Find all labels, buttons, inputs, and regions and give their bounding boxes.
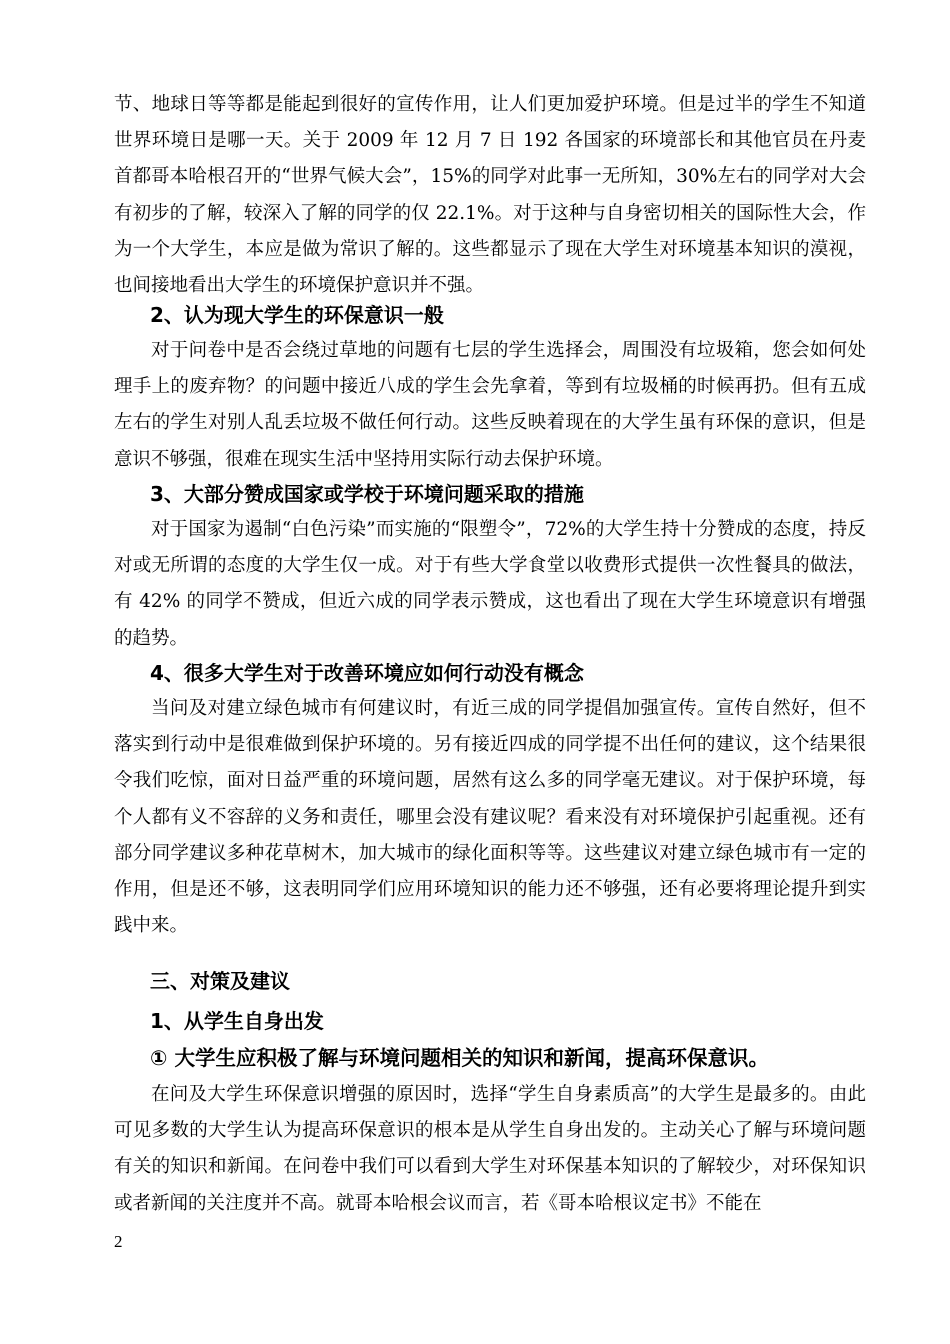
- paragraph-student-self-awareness: 在问及大学生环保意识增强的原因时，选择“学生自身素质高”的大学生是最多的。由此可见多数的大学生认为提高环保意识的根本是从学生自身出发的。主动关心了解与环境问题有关的知识和新闻。在问卷中我们可以看到大学生对环保基本知识的了解较少，对环保知识或者新闻的关注度并不高。就哥本哈根会议而言，若《哥本哈根议定书》不能在: [114, 1084, 866, 1214]
- section-heading-countermeasures: 三、对策及建议: [150, 969, 290, 993]
- paragraph-littering-behavior: 对于问卷中是否会绕过草地的问题有七层的学生选择会，周围没有垃圾箱，您会如何处理手上的废弃物？的问题中接近八成的学生会先拿着，等到有垃圾桶的时候再扔。但有五成左右的学生对别人乱丢垃圾不做任何行动。这些反映着现在的大学生虽有环保的意识，但是意识不够强，很难在现实生活中坚持用实际行动去保护环境。: [114, 340, 866, 470]
- paragraph-green-city-suggestions: 当问及对建立绿色城市有何建议时，有近三成的同学提倡加强宣传。宣传自然好，但不落实到行动中是很难做到保护环境的。另有接近四成的同学提不出任何的建议，这个结果很令我们吃惊，面对日益严重的环境问题，居然有这么多的同学毫无建议。对于保护环境，每个人都有义不容辞的义务和责任，哪里会没有建议呢？看来没有对环境保护引起重视。还有部分同学建议多种花草树木，加大城市的绿化面积等等。这些建议对建立绿色城市有一定的作用，但是还不够，这表明同学们应用环境知识的能力还不够强，还有必要将理论提升到实践中来。: [114, 698, 866, 937]
- page-number: 2: [114, 1232, 123, 1251]
- heading-awareness-average: 2、认为现大学生的环保意识一般: [150, 303, 444, 327]
- heading-no-action-concept: 4、很多大学生对于改善环境应如何行动没有概念: [150, 661, 584, 685]
- paragraph-environment-knowledge: 节、地球日等等都是能起到很好的宣传作用，让人们更加爱护环境。但是过半的学生不知道世界环境日是哪一天。关于 2009 年 12 月 7 日 192 各国家的环境部长和其他官员在丹麦首都哥本哈根召开的“世界气候大会”，15%的同学对此事一无所知，30%左右的同学对大会有初步的了解，较深入了解的同学的仅 22.1%。对于这种与自身密切相关的国际性大会，作为一个大学生，本应是做为常识了解的。这些都显示了现在大学生对环境基本知识的漠视，也间接地看出大学生的环境保护意识并不强。: [114, 94, 866, 297]
- paragraph-plastic-restriction: 对于国家为遏制“白色污染”而实施的“限塑令”，72%的大学生持十分赞成的态度，持反对或无所谓的态度的大学生仅一成。对于有些大学食堂以收费形式提供一次性餐具的做法，有 42% 的同学不赞成，但近六成的同学表示赞成，这也看出了现在大学生环境意识有增强的趋势。: [114, 519, 866, 649]
- heading-support-measures: 3、大部分赞成国家或学校于环境问题采取的措施: [150, 482, 584, 506]
- subheading-start-from-students: 1、从学生自身出发: [150, 1009, 324, 1033]
- subheading-learn-environment-news: ① 大学生应积极了解与环境问题相关的知识和新闻，提高环保意识。: [150, 1046, 769, 1070]
